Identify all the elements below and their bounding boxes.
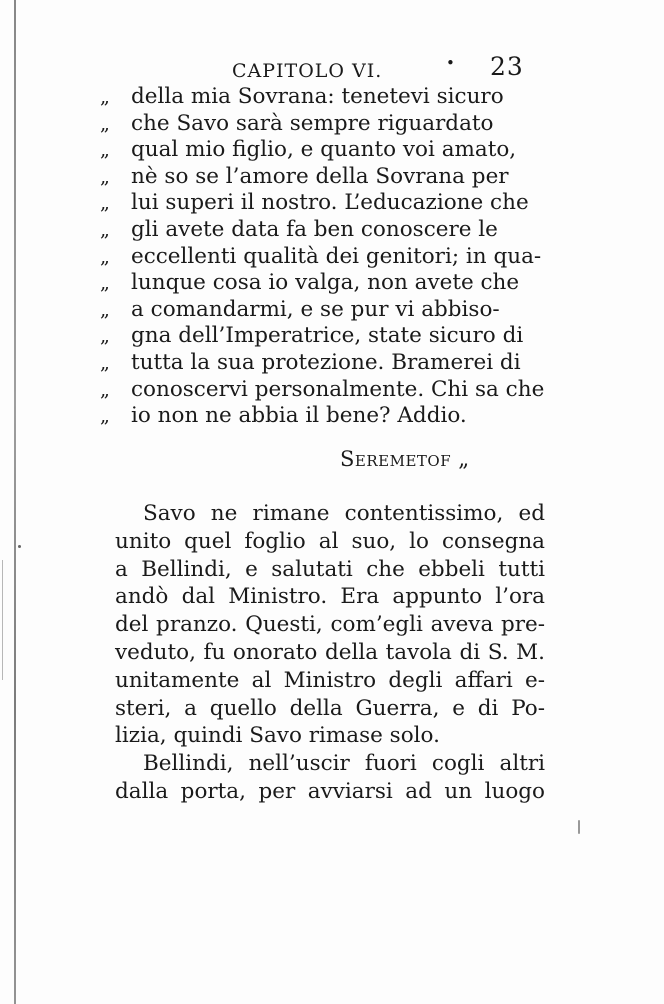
quote-line	[100, 111, 540, 138]
quote-text: qual mio figlio, e quanto voi amato,	[131, 137, 517, 163]
quote-mark: „	[100, 351, 108, 374]
quote-line	[100, 244, 540, 271]
quote-mark: „	[100, 272, 108, 295]
page-edge-mark	[2, 560, 3, 680]
quote-mark: „	[100, 245, 108, 268]
body-line: andò dal Ministro. Era appunto l’ora	[115, 584, 545, 610]
quote-line	[100, 190, 540, 217]
page-number: 23	[490, 52, 524, 81]
body-line: Bellindi, nell’uscir fuori cogli altri	[143, 751, 545, 777]
quote-text: eccellenti qualità dei genitori; in qua-	[131, 243, 542, 269]
quote-line	[100, 350, 540, 377]
body-line: dalla porta, per avviarsi ad un luogo	[115, 778, 545, 804]
letter-signature: Seremetof „	[340, 447, 470, 471]
quote-mark: „	[100, 405, 108, 428]
quote-text: della mia Sovrana: tenetevi sicuro	[131, 84, 504, 109]
quote-text: tutta la sua protezione. Bramerei di	[131, 349, 521, 375]
page-binding-edge	[14, 0, 16, 1004]
quote-mark: „	[100, 325, 108, 348]
quote-text: gna dell’Imperatrice, state sicuro di	[131, 323, 524, 349]
quote-mark: „	[100, 192, 108, 215]
body-line: Savo ne rimane contentissimo, ed	[143, 501, 545, 526]
quote-line	[100, 403, 540, 430]
quote-mark: „	[100, 112, 108, 135]
body-line: lizia, quindi Savo rimase solo.	[115, 723, 440, 749]
quote-mark: „	[100, 139, 108, 162]
narrative-paragraphs	[115, 500, 545, 806]
quote-text: lui superi il nostro. L’educazione che	[131, 190, 529, 216]
quote-mark: „	[100, 218, 108, 241]
print-speck	[578, 820, 580, 834]
chapter-title: CAPITOLO VI.	[232, 60, 383, 82]
quote-text: a comandarmi, e se pur vi abbiso-	[131, 296, 500, 322]
body-line: steri, a quello della Guerra, e di Po-	[115, 695, 545, 721]
quoted-letter	[100, 84, 545, 430]
quote-text: io non ne abbia il bene? Addio.	[131, 403, 467, 429]
quote-text: nè so se l’amore della Sovrana per	[131, 163, 509, 189]
body-line: unitamente al Ministro degli affari e-	[115, 667, 545, 693]
quote-line	[100, 323, 540, 350]
quote-mark: „	[100, 86, 108, 108]
quote-text: che Savo sarà sempre riguardato	[131, 110, 494, 136]
body-line: veduto, fu onorato della tavola di S. M.	[115, 639, 545, 665]
body-line: a Bellindi, e salutati che ebbeli tutti	[115, 556, 545, 582]
running-header	[232, 52, 522, 86]
header-ornament: •	[446, 54, 456, 72]
quote-line	[100, 84, 540, 111]
quote-text: conoscervi personalmente. Chi sa che	[131, 376, 545, 402]
quote-mark: „	[100, 298, 108, 321]
quote-mark: „	[100, 378, 108, 401]
quote-line	[100, 376, 545, 404]
quote-line	[100, 164, 540, 191]
quote-line	[100, 270, 540, 297]
print-speck	[18, 545, 21, 548]
quote-line	[100, 297, 540, 324]
body-line: unito quel foglio al suo, lo consegna	[115, 528, 545, 554]
quote-text: gli avete data fa ben conoscere le	[131, 216, 498, 242]
quote-mark: „	[100, 165, 108, 188]
quote-line	[100, 137, 540, 164]
body-line: del pranzo. Questi, com’egli aveva pre-	[115, 612, 545, 638]
quote-text: lunque cosa io valga, non avete che	[131, 270, 520, 296]
quote-line	[100, 217, 540, 244]
